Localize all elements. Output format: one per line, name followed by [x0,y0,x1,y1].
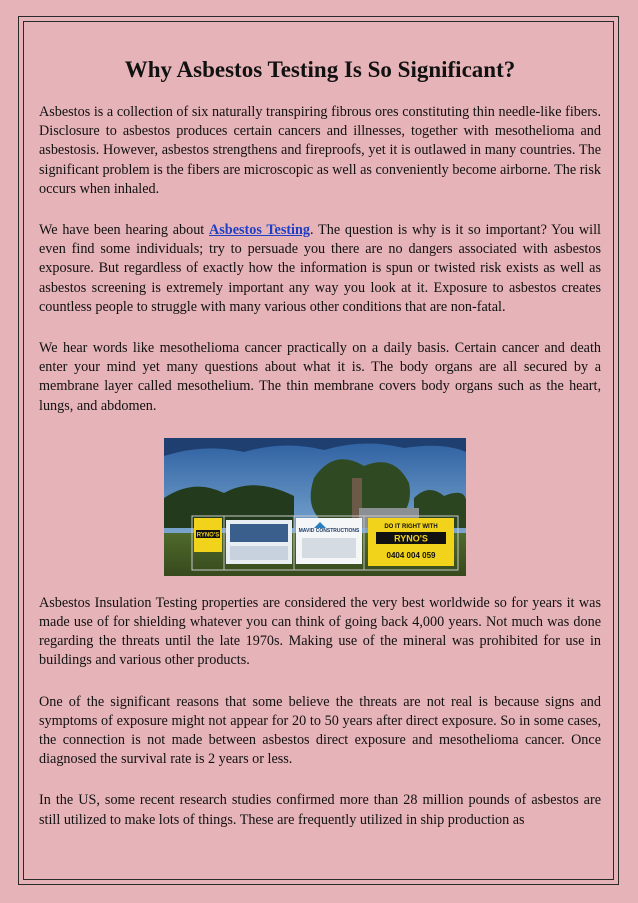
banner-right-tagline: DO IT RIGHT WITH [384,523,438,530]
page-title: Why Asbestos Testing Is So Significant? [124,57,516,82]
banner-right-brand: RYNO'S [394,533,428,544]
paragraph-testing-rest: . The question is why is it so important? You will even find some individuals; try to persuade you there are no dangers associated with asbestos exposure. But regardless of exactly how the information is spun or twisted risk exists as well as asbestos screening is extremely important any way you look at it. Exposure to asbestos creates countless people to struggle with many various other conditions that are non-fatal. [39,222,601,315]
paragraph-testing [39,221,601,317]
photo-container [39,438,601,576]
banner-right [368,518,454,566]
paragraph-intro: Asbestos is a collection of six naturally transpiring fibrous ores constituting thin needle-like fibers. Disclosure to asbestos produces certain cancers and illnesses, together with mesothelioma and asbestosis. However, asbestos strengthens and fireproofs, yet it is outlawed in many countries. The significant problem is the fibers are microscopic as well as conveniently become airborne. The risk occurs when inhaled. [39,104,601,197]
document-body [39,56,601,852]
paragraph-testing-lead: We have been hearing about [39,222,210,239]
banner-mid [296,518,362,564]
banner-right-phone: 0404 004 059 [386,550,436,560]
paragraph-mesothelioma: We hear words like mesothelioma cancer practically on a daily basis. Certain cancer and death enter your mind yet many questions about what it is. The body organs are all secured by a membrane layer called mesothelium. The thin membrane covers body organs such as the heart, lungs, and abdomen. [39,340,601,414]
banner-left [194,518,222,552]
paragraph-us-usage: In the US, some recent research studies confirmed more than 28 million pounds of asbestos are still utilized to make lots of things. These are frequently utilized in ship production as [39,792,601,828]
paragraph-symptoms: One of the significant reasons that some believe the threats are not real is because signs and symptoms of exposure might not appear for 20 to 50 years after direct exposure. So in some cases, the connection is not made between asbestos direct exposure and mesothelioma cancer. Once diagnosed the survival rate is 2 years or less. [39,693,601,768]
banner-mid-text: MAVID CONSTRUCTIONS [298,527,360,534]
paragraph-insulation: Asbestos Insulation Testing properties are considered the very best worldwide so for years it was made use of for shielding whatever you can think of going back 4,000 years. Not much was done regarding the threats until the late 1970s. Making use of the mineral was prohibited for use in buildings and various other products. [39,594,601,669]
fence-banner-photo [164,438,466,576]
banner-blueprint [226,520,292,564]
asbestos-testing-link[interactable]: Asbestos Testing [209,222,310,239]
banner-left-text: RYNO'S [196,532,220,539]
